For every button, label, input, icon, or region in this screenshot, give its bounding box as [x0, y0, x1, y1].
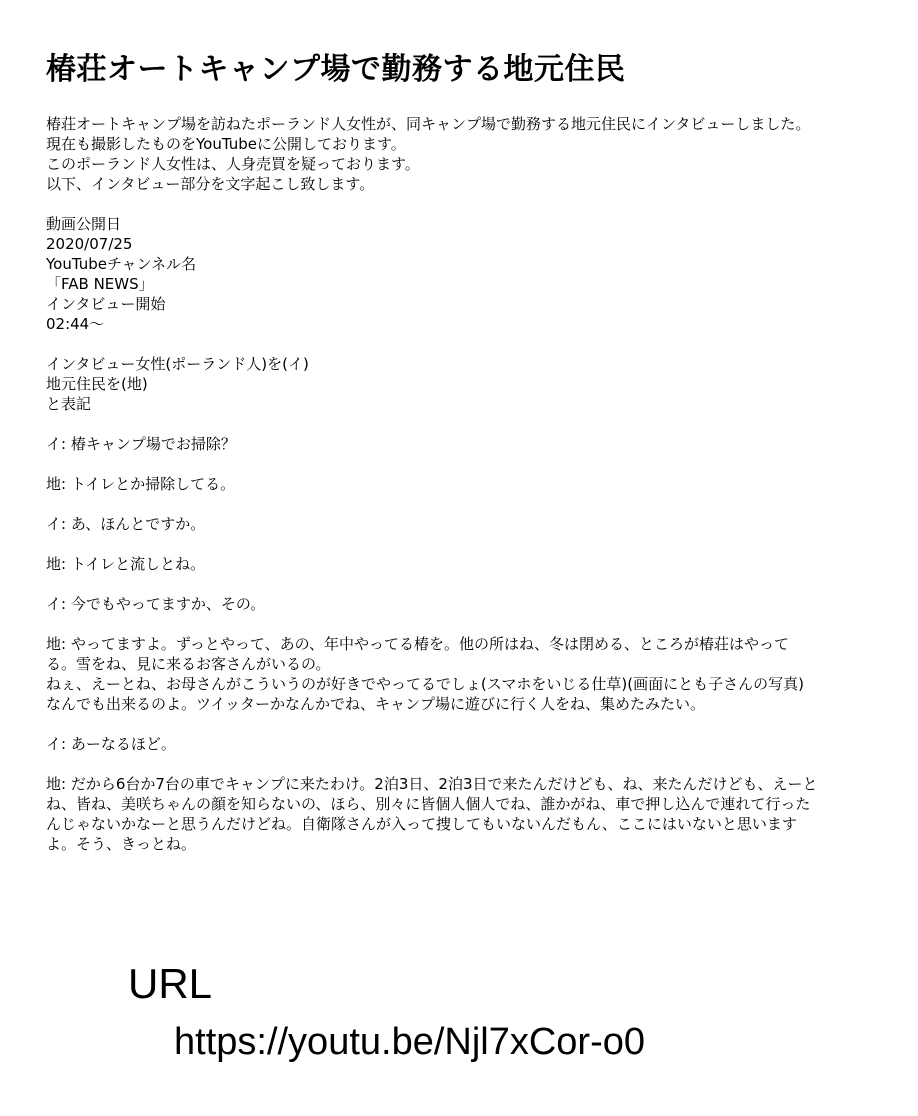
dialogue-turn — [46, 434, 876, 454]
dialogue-turn — [46, 474, 876, 494]
page-title: 椿荘オートキャンプ場で勤務する地元住民 — [46, 52, 626, 87]
dialogue-turn — [46, 634, 876, 714]
legend-line: と表記 — [46, 395, 92, 413]
url-label: URL — [128, 960, 213, 1007]
url-link[interactable]: https://youtu.be/Njl7xCor-o0 — [174, 1021, 646, 1063]
spacer — [46, 534, 876, 554]
spacer — [46, 614, 876, 634]
dialogue-turn — [46, 554, 876, 574]
dialogue-section — [46, 434, 876, 854]
meta-line: インタビュー開始 — [46, 295, 166, 313]
intro-section — [46, 114, 876, 194]
meta-line: 02:44〜 — [46, 315, 105, 333]
dialogue-turn — [46, 774, 876, 854]
spacer — [46, 494, 876, 514]
dialogue-line: 地: トイレと流しとね。 — [46, 555, 206, 573]
spacer — [46, 194, 876, 214]
dialogue-line: んじゃないかなーと思うんだけどね。自衛隊さんが入って捜してもいないんだもん、ここにはいないと思います — [46, 815, 797, 833]
legend-line: インタビュー女性(ポーランド人)を(イ) — [46, 355, 309, 373]
dialogue-line: る。雪をね、見に来るお客さんがいるの。 — [46, 655, 331, 673]
dialogue-line: イ: 今でもやってますか、その。 — [46, 595, 266, 613]
spacer — [46, 754, 876, 774]
intro-line: 以下、インタビュー部分を文字起こし致します。 — [46, 175, 375, 193]
meta-section — [46, 214, 876, 334]
legend-section — [46, 354, 876, 414]
dialogue-line: よ。そう、きっとね。 — [46, 835, 197, 853]
meta-line: YouTubeチャンネル名 — [46, 255, 197, 273]
spacer — [46, 454, 876, 474]
meta-line: 動画公開日 — [46, 215, 122, 233]
spacer — [46, 414, 876, 434]
intro-line: このポーランド人女性は、人身売買を疑っております。 — [46, 155, 420, 173]
dialogue-turn — [46, 734, 876, 754]
dialogue-line: イ: 椿キャンプ場でお掃除？ — [46, 435, 236, 453]
spacer — [46, 714, 876, 734]
meta-line: 「FAB NEWS」 — [46, 275, 154, 293]
intro-line: 現在も撮影したものをYouTubeに公開しております。 — [46, 135, 406, 153]
dialogue-line: イ: あ、ほんとですか。 — [46, 515, 206, 533]
dialogue-line: 地: だから6台か7台の車でキャンプに来たわけ。2泊3日、2泊3日で来たんだけども、ね、来たんだけども、えーと — [46, 775, 818, 793]
dialogue-line: なんでも出来るのよ。ツイッターかなんかでね、キャンプ場に遊びに行く人をね、集めたみたい。 — [46, 695, 705, 713]
spacer — [46, 574, 876, 594]
spacer — [46, 334, 876, 354]
intro-line: 椿荘オートキャンプ場を訪ねたポーランド人女性が、同キャンプ場で勤務する地元住民にインタビューしました。 — [46, 115, 811, 133]
document — [46, 48, 876, 854]
dialogue-line: ね、皆ね、美咲ちゃんの顔を知らないの、ほら、別々に皆個人個人でね、誰かがね、車で押し込んで連れて行った — [46, 795, 811, 813]
dialogue-line: ねぇ、えーとね、お母さんがこういうのが好きでやってるでしょ(スマホをいじる仕草)(画面にとも子さんの写真) — [46, 675, 804, 693]
dialogue-line: 地: トイレとか掃除してる。 — [46, 475, 236, 493]
dialogue-line: 地: やってますよ。ずっとやって、あの、年中やってる椿を。他の所はね、冬は閉める、ところが椿荘はやって — [46, 635, 790, 653]
legend-line: 地元住民を(地) — [46, 375, 148, 393]
dialogue-turn — [46, 514, 876, 534]
dialogue-line: イ: あーなるほど。 — [46, 735, 176, 753]
meta-line: 2020/07/25 — [46, 235, 133, 253]
dialogue-turn — [46, 594, 876, 614]
